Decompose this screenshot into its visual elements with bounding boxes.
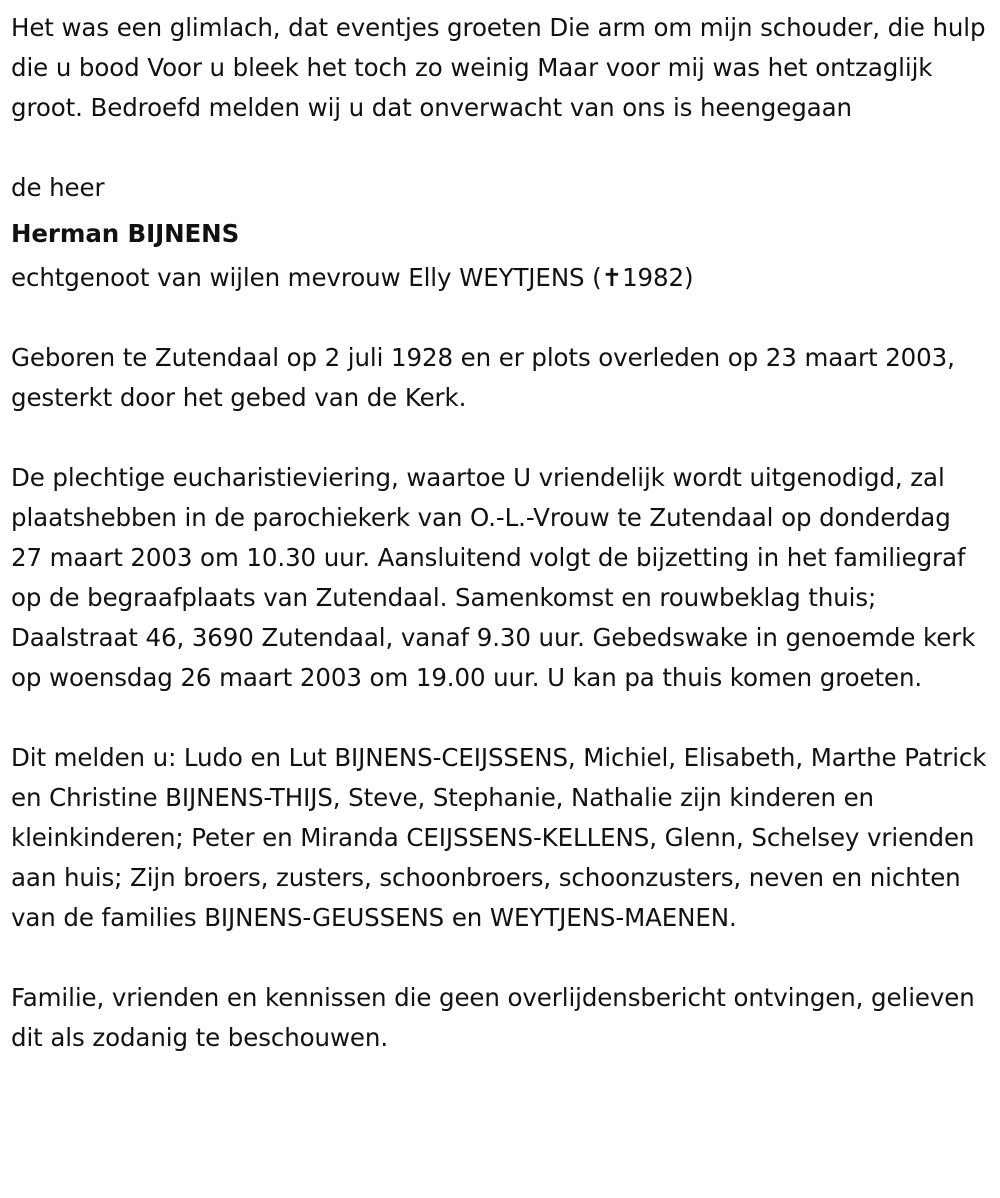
spacer xyxy=(11,938,988,978)
spouse-line: echtgenoot van wijlen mevrouw Elly WEYTJENS (✝1982) xyxy=(11,263,694,292)
spacer xyxy=(11,698,988,738)
spacer xyxy=(11,128,988,168)
intro-poem-paragraph: Het was een glimlach, dat eventjes groeten Die arm om mijn schouder, die hulp die u bood Voor u bleek het toch zo weinig Maar voor mij was het ontzaglijk groot. Bedroefd melden wij u dat onverwacht van ons is heengegaan xyxy=(11,13,986,122)
honorific-line: de heer xyxy=(11,173,105,202)
closing-paragraph: Familie, vrienden en kennissen die geen overlijdensbericht ontvingen, gelieven dit als zodanig te beschouwen. xyxy=(11,983,975,1052)
spacer xyxy=(11,418,988,458)
spacer xyxy=(11,298,988,338)
deceased-name: Herman BIJNENS xyxy=(11,219,240,248)
service-paragraph: De plechtige eucharistieviering, waartoe U vriendelijk wordt uitgenodigd, zal plaatshebben in de parochiekerk van O.-L.-Vrouw te Zutendaal op donderdag 27 maart 2003 om 10.30 uur. Aansluitend volgt de bijzetting in het familiegraf op de begraafplaats van Zutendaal. Samenkomst en rouwbeklag thuis; Daalstraat 46, 3690 Zutendaal, vanaf 9.30 uur. Gebedswake in genoemde kerk op woensdag 26 maart 2003 om 19.00 uur. U kan pa thuis komen groeten. xyxy=(11,463,976,692)
birth-death-paragraph: Geboren te Zutendaal op 2 juli 1928 en er plots overleden op 23 maart 2003, gesterkt door het gebed van de Kerk. xyxy=(11,343,955,412)
obituary-document xyxy=(11,8,988,1058)
family-paragraph: Dit melden u: Ludo en Lut BIJNENS-CEIJSSENS, Michiel, Elisabeth, Marthe Patrick en Christine BIJNENS-THIJS, Steve, Stephanie, Nathalie zijn kinderen en kleinkinderen; Peter en Miranda CEIJSSENS-KELLENS, Glenn, Schelsey vrienden aan huis; Zijn broers, zusters, schoonbroers, schoonzusters, neven en nichten van de families BIJNENS-GEUSSENS en WEYTJENS-MAENEN. xyxy=(11,743,987,932)
